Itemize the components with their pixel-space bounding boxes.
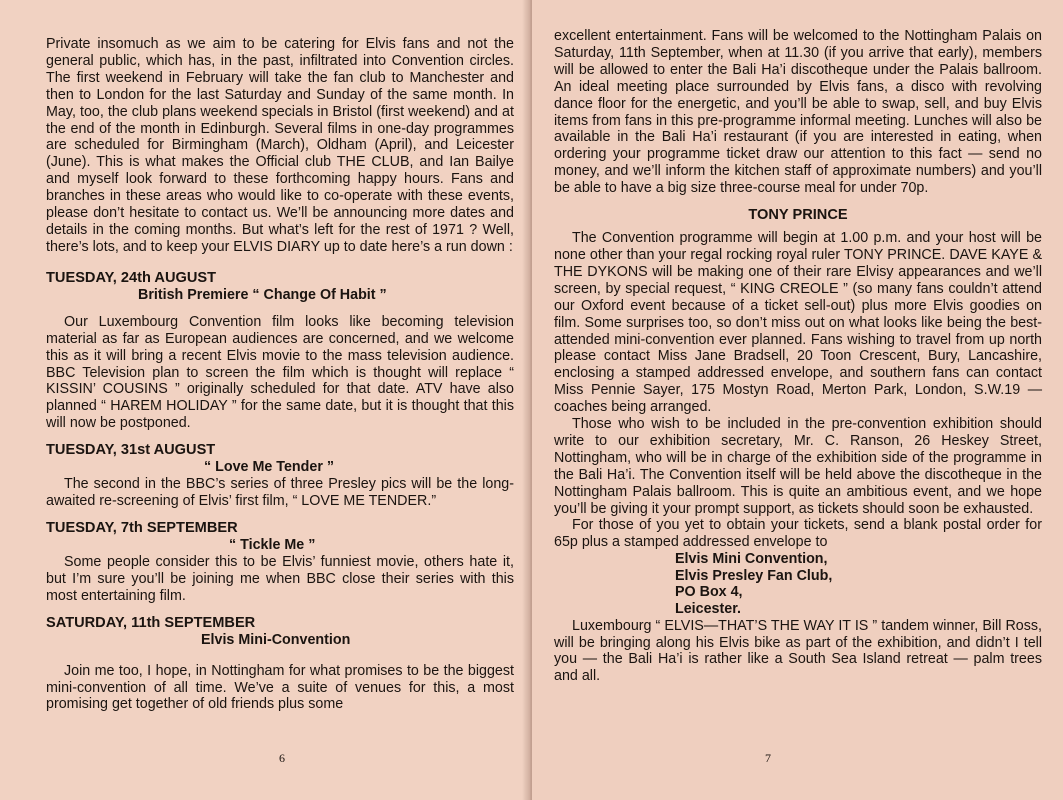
event-section <box>46 615 514 714</box>
event-title: “ Love Me Tender ” <box>204 459 335 476</box>
right-page <box>532 0 1063 800</box>
address-line: Elvis Mini Convention, <box>675 551 828 568</box>
event-body: Some people consider this to be Elvis’ funniest movie, others hate it, but I’m sure you’ll be joining me when BBC close their series with this most entertaining film. <box>46 553 514 604</box>
event-date: SATURDAY, 11th SEPTEMBER <box>46 614 256 631</box>
event-body: Our Luxembourg Convention film looks like becoming television material as far as European audiences are concerned, and we welcome this as it will bring a recent Elvis movie to the mass television audience. BBC Television plan to screen the film which is thought will replace “ KISSIN’ COUSINS ” originally scheduled for that date. ATV have also planned “ HAREM HOLIDAY ” for the same date, but it is thought that this will now be postponed. <box>46 313 514 432</box>
left-column <box>46 36 514 713</box>
intro-paragraph: Private insomuch as we aim to be catering for Elvis fans and not the general public, which has, in the past, infiltrated into Convention circles. The first weekend in February will take the fan club to Manchester and then to London for the last Saturday and Sunday of the same month. In May, too, the club plans weekend specials in Bristol (first weekend) and at the end of the month in Edinburgh. Several films in one-day programmes are scheduled for Birmingham (March), Oldham (April), and Leicester (June). This is what makes the Official club THE CLUB, and Ian Bailye and myself look forward to these forthcoming happy hours. Fans and branches in these areas who would like to co-operate with these events, please don’t hesitate to contact us. We’ll be announcing more dates and details in the coming months. But what’s left for the rest of 1971 ? Well, there’s lots, and to keep your ELVIS DIARY up to date here’s a run down : <box>46 36 514 255</box>
event-section <box>46 270 514 432</box>
event-body: Join me too, I hope, in Nottingham for what promises to be the biggest mini-convention of all time. We’ve a suite of venues for this, a most promising get together of old friends plus some <box>46 662 514 713</box>
postal-address <box>675 551 1042 617</box>
address-line: Leicester. <box>675 601 741 618</box>
event-title: Elvis Mini-Convention <box>201 631 351 648</box>
paragraph: For those of you yet to obtain your tickets, send a blank postal order for 65p plus a stamped addressed envelope to <box>554 517 1042 551</box>
paragraph: Those who wish to be included in the pre-convention exhibition should write to our exhibition secretary, Mr. C. Ranson, 26 Heskey Street, Nottingham, who will be in charge of the exhibition side of the programme in the Bali Ha’i. The Convention itself will be held above the discotheque in the Nottingham Palais ballroom. This is quite an ambitious event, and we hope you’ll be giving it your prompt support, as tickets should soon be exhausted. <box>554 416 1042 517</box>
right-column <box>554 28 1042 685</box>
event-title: “ Tickle Me ” <box>229 536 316 553</box>
event-title: British Premiere “ Change Of Habit ” <box>138 286 387 303</box>
event-date: TUESDAY, 24th AUGUST <box>46 269 217 286</box>
left-page <box>0 0 530 800</box>
event-section <box>46 442 514 510</box>
event-date: TUESDAY, 7th SEPTEMBER <box>46 519 238 536</box>
paragraph: Luxembourg “ ELVIS—THAT’S THE WAY IT IS ” tandem winner, Bill Ross, will be bringing along his Elvis bike as part of the exhibition, and didn’t I tell you — the Bali Ha’i is rather like a South Sea Island retreat — palm trees and all. <box>554 617 1042 685</box>
paragraph: The Convention programme will begin at 1.00 p.m. and your host will be none other than your regal rocking royal ruler TONY PRINCE. DAVE KAYE & THE DYKONS will be making one of their rare Elvisy appearances and we’ll screen, by special request, “ KING CREOLE ” (so many fans couldn’t attend our Oxford event because of a ticket sell-out) plus more Elvis goodies on film. Some surprises too, so don’t miss out on what looks like being the best-attended mini-convention ever planned. Fans wishing to travel from up north please contact Miss Jane Bradsell, 20 Toon Crescent, Bury, Lancashire, enclosing a stamped addressed envelope, and southern fans can contact Miss Pennie Sayer, 175 Mostyn Road, Merton Park, London, S.W.19 — coaches being arranged. <box>554 230 1042 416</box>
event-section <box>46 520 514 605</box>
paragraph: excellent entertainment. Fans will be welcomed to the Nottingham Palais on Saturday, 11th September, when at 11.30 (if you arrive that early), members will be allowed to enter the Bali Ha’i discotheque under the Palais ballroom. An ideal meeting place surrounded by Elvis fans, a disco with revolving dance floor for the energetic, and you’ll be able to swap, sell, and buy Elvis items from fans in this pre-programme informal meeting. Lunches will also be available in the Bali Ha’i restaurant (if you are interested in eating, when ordering your programme ticket draw our attention to this fact — send no money, and we’ll inform the kitchen staff of approximate numbers) and you’ll be able to have a big size three-course meal for under 70p. <box>554 28 1042 197</box>
event-body: The second in the BBC’s series of three Presley pics will be the long-awaited re-screening of Elvis’ first film, “ LOVE ME TENDER.” <box>46 476 514 510</box>
section-heading: TONY PRINCE <box>748 207 848 224</box>
address-line: PO Box 4, <box>675 584 743 601</box>
page-number: 7 <box>765 751 771 765</box>
event-date: TUESDAY, 31st AUGUST <box>46 442 216 459</box>
address-line: Elvis Presley Fan Club, <box>675 567 833 584</box>
page-number: 6 <box>279 751 285 765</box>
